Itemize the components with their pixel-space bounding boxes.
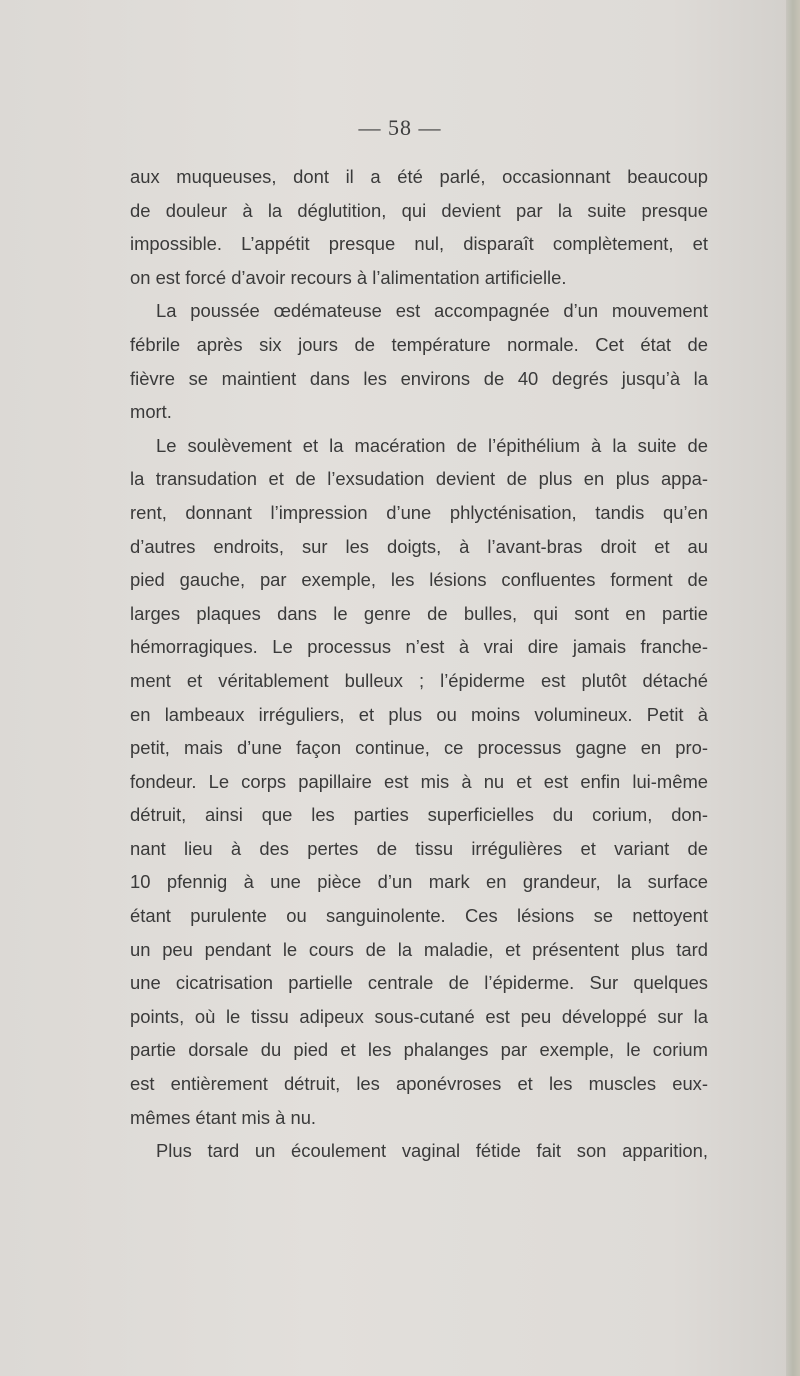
text-line: points, où le tissu adipeux sous-cutané est peu développé sur la bbox=[130, 1005, 708, 1027]
text-line: une cicatrisation partielle centrale de l’épiderme. Sur quelques bbox=[130, 972, 708, 994]
text-line: Plus tard un écoulement vaginal fétide fait son apparition, bbox=[156, 1140, 708, 1162]
text-line: larges plaques dans le genre de bulles, qui sont en partie bbox=[130, 602, 708, 624]
text-line: rent, donnant l’impression d’une phlycténisation, tandis qu’en bbox=[130, 501, 708, 523]
text-line: hémorragiques. Le processus n’est à vrai dire jamais franche- bbox=[130, 636, 708, 658]
text-line: est entièrement détruit, les aponévroses et les muscles eux- bbox=[130, 1073, 708, 1095]
text-line: fièvre se maintient dans les environs de 40 degrés jusqu’à la bbox=[130, 367, 708, 389]
text-line: impossible. L’appétit presque nul, disparaît complètement, et bbox=[130, 233, 708, 255]
text-line: d’autres endroits, sur les doigts, à l’avant-bras droit et au bbox=[130, 535, 708, 557]
text-line: fébrile après six jours de température normale. Cet état de bbox=[130, 333, 708, 355]
text-line: en lambeaux irréguliers, et plus ou moins volumineux. Petit à bbox=[130, 703, 708, 725]
text-line: aux muqueuses, dont il a été parlé, occasionnant beaucoup bbox=[130, 166, 708, 187]
text-line: pied gauche, par exemple, les lésions confluentes forment de bbox=[130, 569, 708, 591]
text-line: détruit, ainsi que les parties superficielles du corium, don- bbox=[130, 804, 708, 826]
page-edge bbox=[786, 0, 800, 1376]
text-line: La poussée œdémateuse est accompagnée d’un mouvement bbox=[156, 300, 708, 322]
text-line: nant lieu à des pertes de tissu irrégulières et variant de bbox=[130, 837, 708, 859]
text-line: mort. bbox=[130, 401, 172, 423]
text-line: étant purulente ou sanguinolente. Ces lésions se nettoyent bbox=[130, 905, 708, 927]
text-line: fondeur. Le corps papillaire est mis à nu et est enfin lui-même bbox=[130, 770, 708, 792]
text-line: la transudation et de l’exsudation devient de plus en plus appa- bbox=[130, 468, 708, 490]
text-line: on est forcé d’avoir recours à l’alimentation artificielle. bbox=[130, 266, 567, 288]
text-line: partie dorsale du pied et les phalanges par exemple, le corium bbox=[130, 1039, 708, 1061]
text-line: 10 pfennig à une pièce d’un mark en grandeur, la surface bbox=[130, 871, 708, 893]
text-line: petit, mais d’une façon continue, ce processus gagne en pro- bbox=[130, 737, 708, 759]
text-line: mêmes étant mis à nu. bbox=[130, 1106, 317, 1128]
text-line: ment et véritablement bulleux ; l’épiderme est plutôt détaché bbox=[130, 669, 708, 691]
text-line: un peu pendant le cours de la maladie, et présentent plus tard bbox=[130, 938, 708, 960]
page-number: — 58 — bbox=[358, 115, 442, 140]
text-line: de douleur à la déglutition, qui devient par la suite presque bbox=[130, 199, 708, 221]
text-line: Le soulèvement et la macération de l’épithélium à la suite de bbox=[156, 434, 708, 456]
page-body-text bbox=[130, 160, 708, 1168]
